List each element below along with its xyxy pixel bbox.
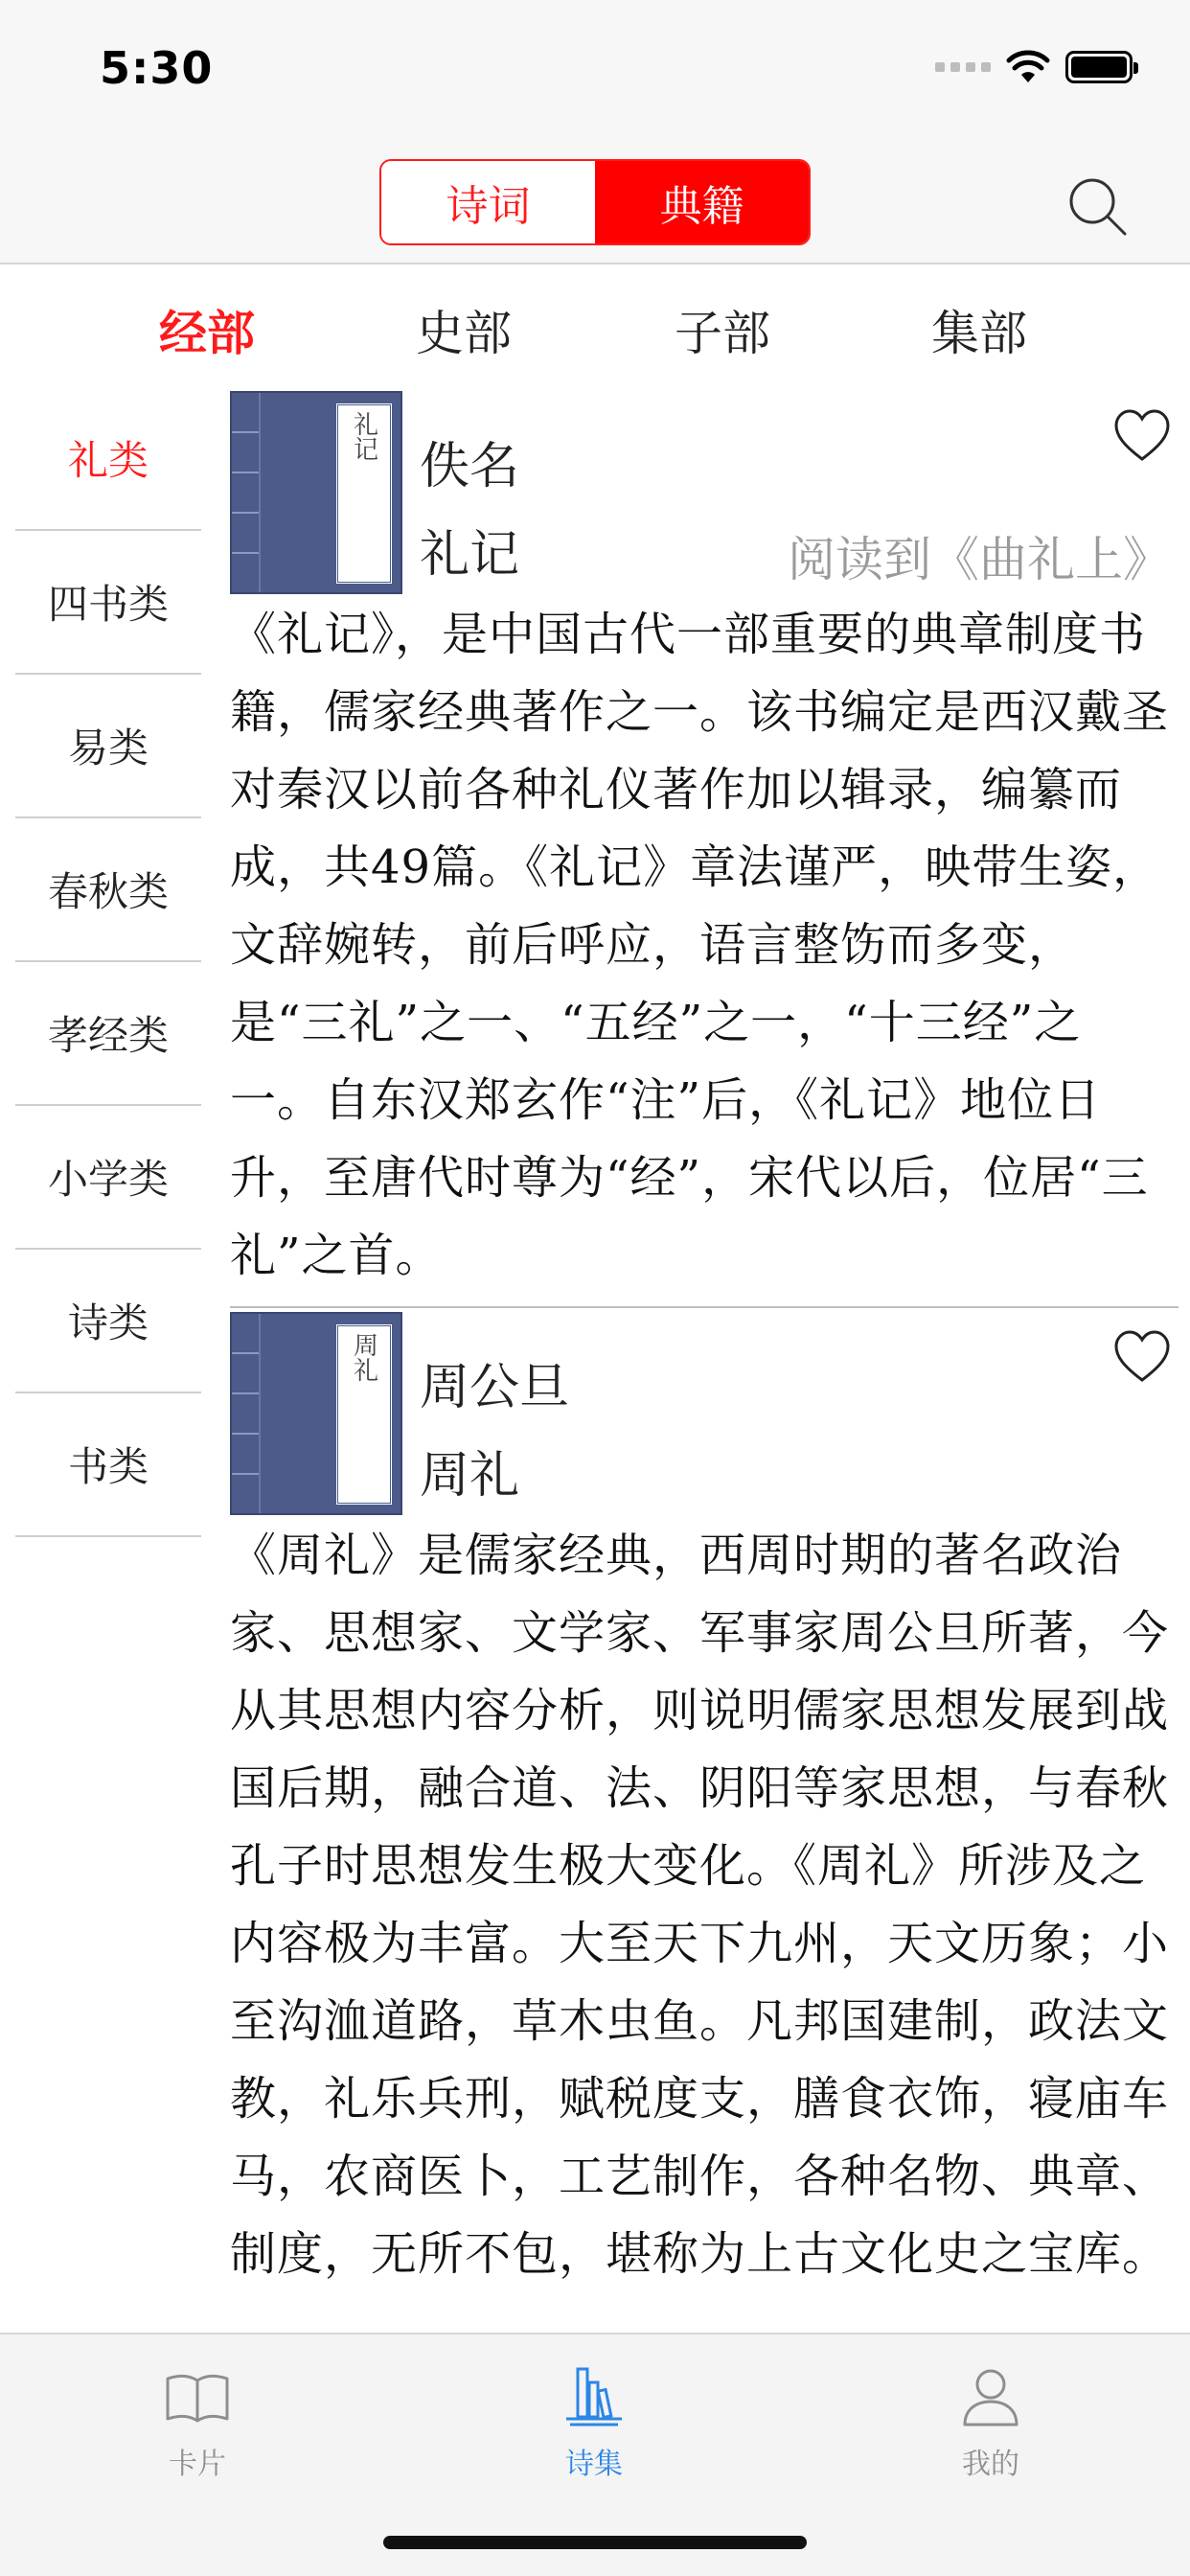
reading-progress[interactable]: 阅读到《曲礼上》	[788, 532, 1171, 587]
book-cover[interactable]	[230, 391, 402, 594]
search-icon[interactable]	[1064, 172, 1131, 240]
tab-jing[interactable]: 经部	[159, 306, 255, 361]
book-description: 《礼记》，是中国古代一部重要的典章制度书籍，儒家经典著作之一。该书编定是西汉戴圣对秦汉以前各种礼仪著作加以辑录，编纂而成，共49篇。《礼记》章法谨严，映带生姿，文辞婉转，前后呼应，语言整饬而多变，是“三礼”之一、“五经”之一，“十三经”之一。自东汉郑玄作“注”后，《礼记》地位日升，至唐代时尊为“经”，宋代以后，位居“三礼”之首。	[230, 608, 1170, 1282]
person-icon	[955, 2361, 1026, 2432]
sidebar-item-li[interactable]: 礼类	[15, 387, 201, 531]
segment-poems[interactable]: 诗词	[381, 161, 595, 243]
sidebar-item-xiaoxue[interactable]: 小学类	[15, 1106, 201, 1250]
wifi-icon	[1006, 50, 1050, 84]
status-time: 5:30	[100, 42, 214, 94]
tab-label: 我的	[962, 2448, 1019, 2481]
sidebar	[15, 387, 201, 1537]
sidebar-item-xiaojing[interactable]: 孝经类	[15, 962, 201, 1106]
home-indicator	[383, 2536, 807, 2549]
book-description: 《周礼》是儒家经典，西周时期的著名政治家、思想家、文学家、军事家周公旦所著，今从其思想内容分析，则说明儒家思想发展到战国后期，融合道、法、阴阳等家思想，与春秋孔子时思想发生极大变化。《周礼》所涉及之内容极为丰富。大至天下九州，天文历象；小至沟洫道路，草木虫鱼。凡邦国建制，政法文教，礼乐兵刑，赋税度支，膳食衣饰，寝庙车马，农商医卜，工艺制作，各种名物、典章、制度，无所不包，堪称为上古文化史之宝库。	[230, 1529, 1170, 2281]
tab-shi[interactable]: 史部	[416, 306, 512, 361]
book-open-icon	[162, 2361, 233, 2432]
book-title: 礼记	[420, 526, 520, 584]
segmented-control	[379, 159, 811, 245]
cover-title: 礼记	[335, 402, 393, 585]
tab-ji[interactable]: 集部	[931, 306, 1027, 361]
nav-header	[0, 134, 1190, 264]
sidebar-item-yi[interactable]: 易类	[15, 675, 201, 818]
cover-title: 周礼	[335, 1323, 393, 1506]
book-author: 佚名	[420, 438, 520, 495]
heart-icon[interactable]	[1113, 1329, 1171, 1385]
book-card[interactable]	[230, 1308, 1179, 2305]
tab-zi[interactable]: 子部	[675, 306, 770, 361]
sidebar-item-shu[interactable]: 书类	[15, 1393, 201, 1537]
tab-label: 诗集	[565, 2448, 623, 2481]
bookshelf-icon	[559, 2361, 629, 2432]
tab-cards[interactable]	[111, 2361, 284, 2482]
segment-classics[interactable]: 典籍	[595, 161, 809, 243]
sidebar-item-chunqiu[interactable]: 春秋类	[15, 818, 201, 962]
tab-mine[interactable]	[904, 2361, 1077, 2482]
sidebar-item-shi[interactable]: 诗类	[15, 1250, 201, 1393]
heart-icon[interactable]	[1113, 408, 1171, 464]
book-card[interactable]	[230, 387, 1179, 1308]
battery-icon	[1065, 51, 1133, 83]
book-title: 周礼	[420, 1447, 520, 1505]
status-bar	[0, 0, 1190, 134]
category-tabs	[0, 266, 1190, 387]
tab-collection[interactable]	[508, 2361, 680, 2482]
cellular-signal-icon	[935, 62, 991, 72]
book-cover[interactable]	[230, 1312, 402, 1515]
book-list	[230, 387, 1179, 2333]
sidebar-item-sishu[interactable]: 四书类	[15, 531, 201, 675]
tab-label: 卡片	[169, 2448, 226, 2481]
book-author: 周公旦	[420, 1359, 570, 1416]
status-icons	[935, 50, 1133, 84]
